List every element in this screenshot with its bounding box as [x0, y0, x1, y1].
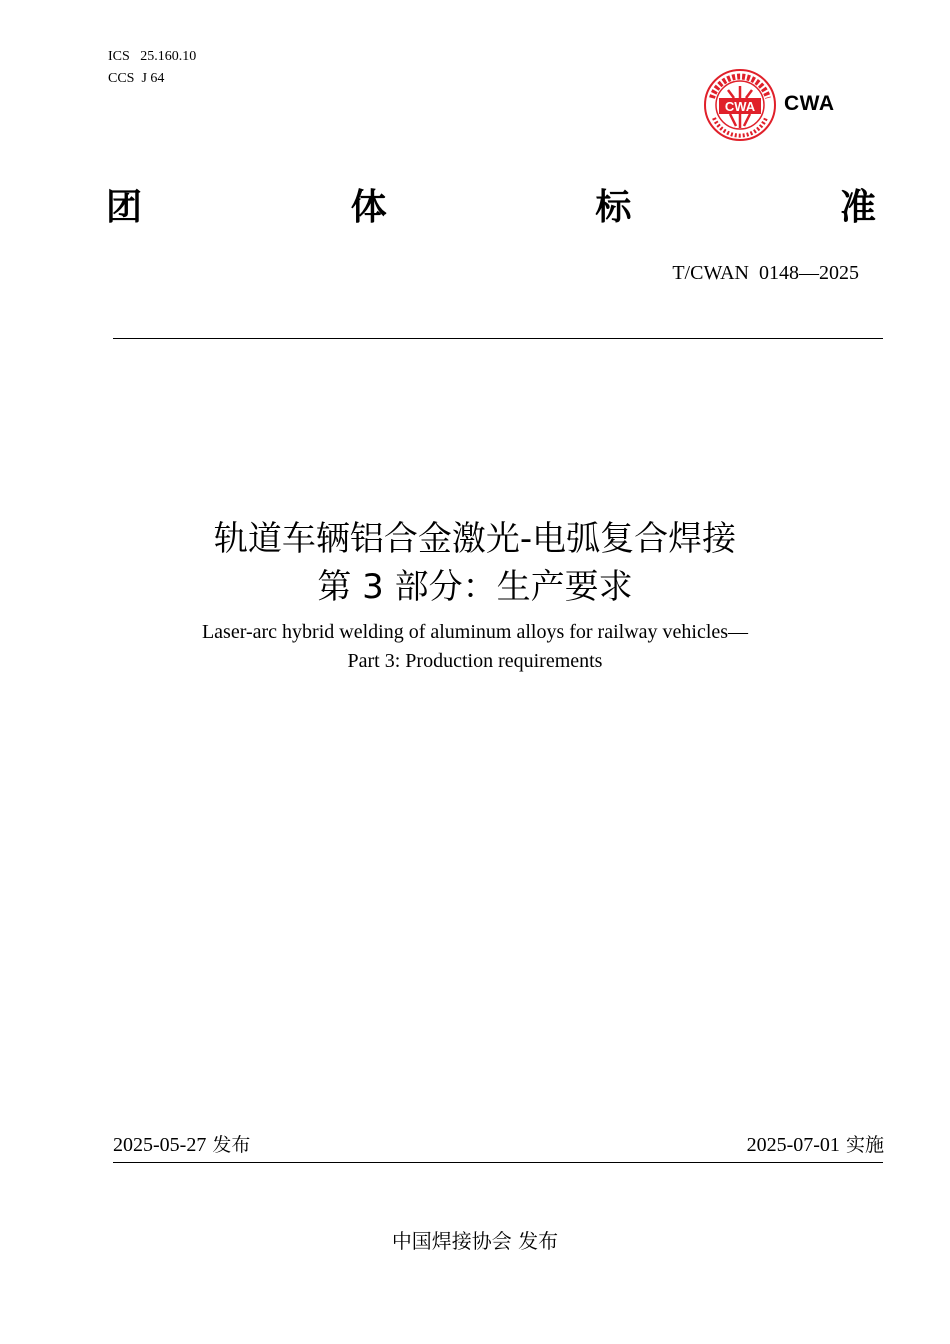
title-en-line2: Part 3: Production requirements	[347, 650, 603, 672]
issue-date-label: 发布	[212, 1134, 251, 1156]
standard-type-char: 团	[106, 187, 143, 228]
ics-row	[108, 46, 196, 68]
top-divider	[113, 338, 883, 339]
svg-text:CWA: CWA	[724, 99, 756, 114]
title-cn-line2: 第 3 部分：生产要求	[317, 567, 633, 607]
title-cn-line1: 轨道车辆铝合金激光-电弧复合焊接	[213, 519, 737, 559]
bottom-divider	[113, 1162, 883, 1163]
classification-codes	[108, 46, 196, 90]
implementation-date	[747, 1131, 884, 1159]
logo-text: CWA	[784, 92, 835, 115]
standard-type-heading	[106, 184, 876, 232]
china-welding-association-seal-icon	[702, 68, 778, 142]
ics-code: 25.160.10	[140, 49, 197, 64]
title-en-line1: Laser-arc hybrid welding of aluminum alloys for railway vehicles—	[201, 621, 749, 643]
issue-date	[113, 1131, 250, 1159]
standard-type-char: 准	[839, 187, 876, 228]
standard-type-char: 标	[595, 187, 632, 228]
standard-type-char: 体	[350, 187, 387, 228]
ics-label: ICS	[108, 49, 130, 64]
ccs-row	[108, 68, 196, 90]
issue-date-value: 2025-05-27	[113, 1134, 207, 1156]
impl-date-label: 实施	[845, 1134, 884, 1156]
standard-number: T/CWAN 0148—2025	[672, 262, 859, 284]
impl-date-value: 2025-07-01	[746, 1134, 840, 1156]
ccs-code: J 64	[141, 71, 165, 86]
cwa-logo	[702, 68, 842, 142]
ccs-label: CCS	[108, 71, 135, 86]
publisher: 中国焊接协会 发布	[391, 1229, 559, 1253]
